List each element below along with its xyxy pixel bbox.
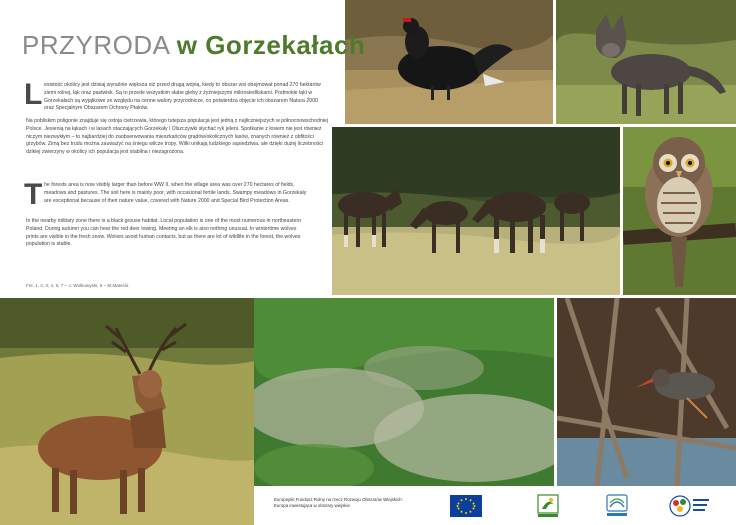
eu-flag-icon [450, 493, 482, 519]
photo-credit: Fot. 1, 2, 3, 4, 5, 7 – J. Wolkowyski, 6 – M.Matecki. [26, 283, 130, 288]
text-panel [0, 0, 366, 298]
photo-water-rail [557, 298, 736, 486]
title-part1: PRZYRODA [22, 30, 170, 60]
photo-elks [306, 127, 620, 295]
lgd-logo-icon [668, 493, 712, 519]
photo-wolf [556, 0, 736, 124]
footer-line-1: Europejski Fundusz Rolny na rzecz Rozwoju Obszarów Wiejskich: [274, 497, 403, 502]
photo-owl [623, 127, 736, 295]
footer-line-2: Europa inwestująca w obszary wiejskie [274, 503, 350, 509]
english-paragraph-2: In the nearby military zone there is a black grouse habitat. Local population is one of the most numerous in northeastern Poland. During autumn you can hear the red deer lowing. Meeting an elk is also nothing unusual. In wintertime wolves prints are visible in the fresh snow. Wolves avoid human contacts, but as there are lot of wildlife in the forest, the wolves population is stable. [26, 218, 302, 248]
polish-paragraph-2: Na pobliskim poligonie znajduje się ostoja cietrzewia, którego tutejsza populacja jest jedną z najliczniejszych w północnowschodniej Polsce. Jesienią na łąkach i w lasach otaczających Gorzekały i Olszczywki słychać ryk jeleni. Spotkanie z łosiem nie jest również niczym niezwykłym – to najbardziej do zaobserwowania mieszkańców grądów/okolicznych lasów, znanych również z obfitości grzybów. Zimą bez trudu można zauważyć na śniegu wilcze tropy. Wilki unikają ludzkiego sąsiedztwa, ale dzięki dużej liczebności dzikiej zwierzyny w okolicy ich populacja jest stabilna i niezagrożona. [26, 118, 328, 156]
polish-paragraph-1: esistość okolicy jest dzisiaj wyraźnie większa niż przed drugą wojną, kiedy to obszar wsi obejmował ponad 270 hektarów ziemi rolnej, łąk oraz pastwisk. Są to przede wszystkim słabe gleby z żyźniejszymi mikrosiedliskami. Podmokłe łąki w Gorzekałach są wyjątkowe ze względu na cenne walory przyrodnicze, co potwierdza objęcie ich obszarem Natura 2000 oraz Specjalnym Obszarem Ochrony Ptaków. [44, 82, 321, 112]
photo-black-grouse [345, 0, 553, 124]
footer [254, 486, 736, 525]
dropcap-english: T [24, 178, 43, 211]
english-paragraph-1: he forests area is now visibly larger than before WW II, when the village area was over 270 hectares of fields, meadows and pastures. The soil here is mainly poor, with occasional fertile lands. Swampy meadows in Gorzekały are exceptional because of their nature value, covered with Nature 2000 and Special Bird Protection Areas. [44, 182, 307, 204]
prow-logo-icon [606, 493, 628, 519]
dropcap-polish: L [24, 78, 43, 111]
photo-meadow [254, 298, 554, 486]
title-part2: w Gorzekałach [176, 30, 366, 60]
photo-red-deer [0, 298, 273, 525]
page-title [22, 30, 365, 61]
leader-logo-icon [536, 493, 560, 519]
footer-text [274, 497, 444, 510]
